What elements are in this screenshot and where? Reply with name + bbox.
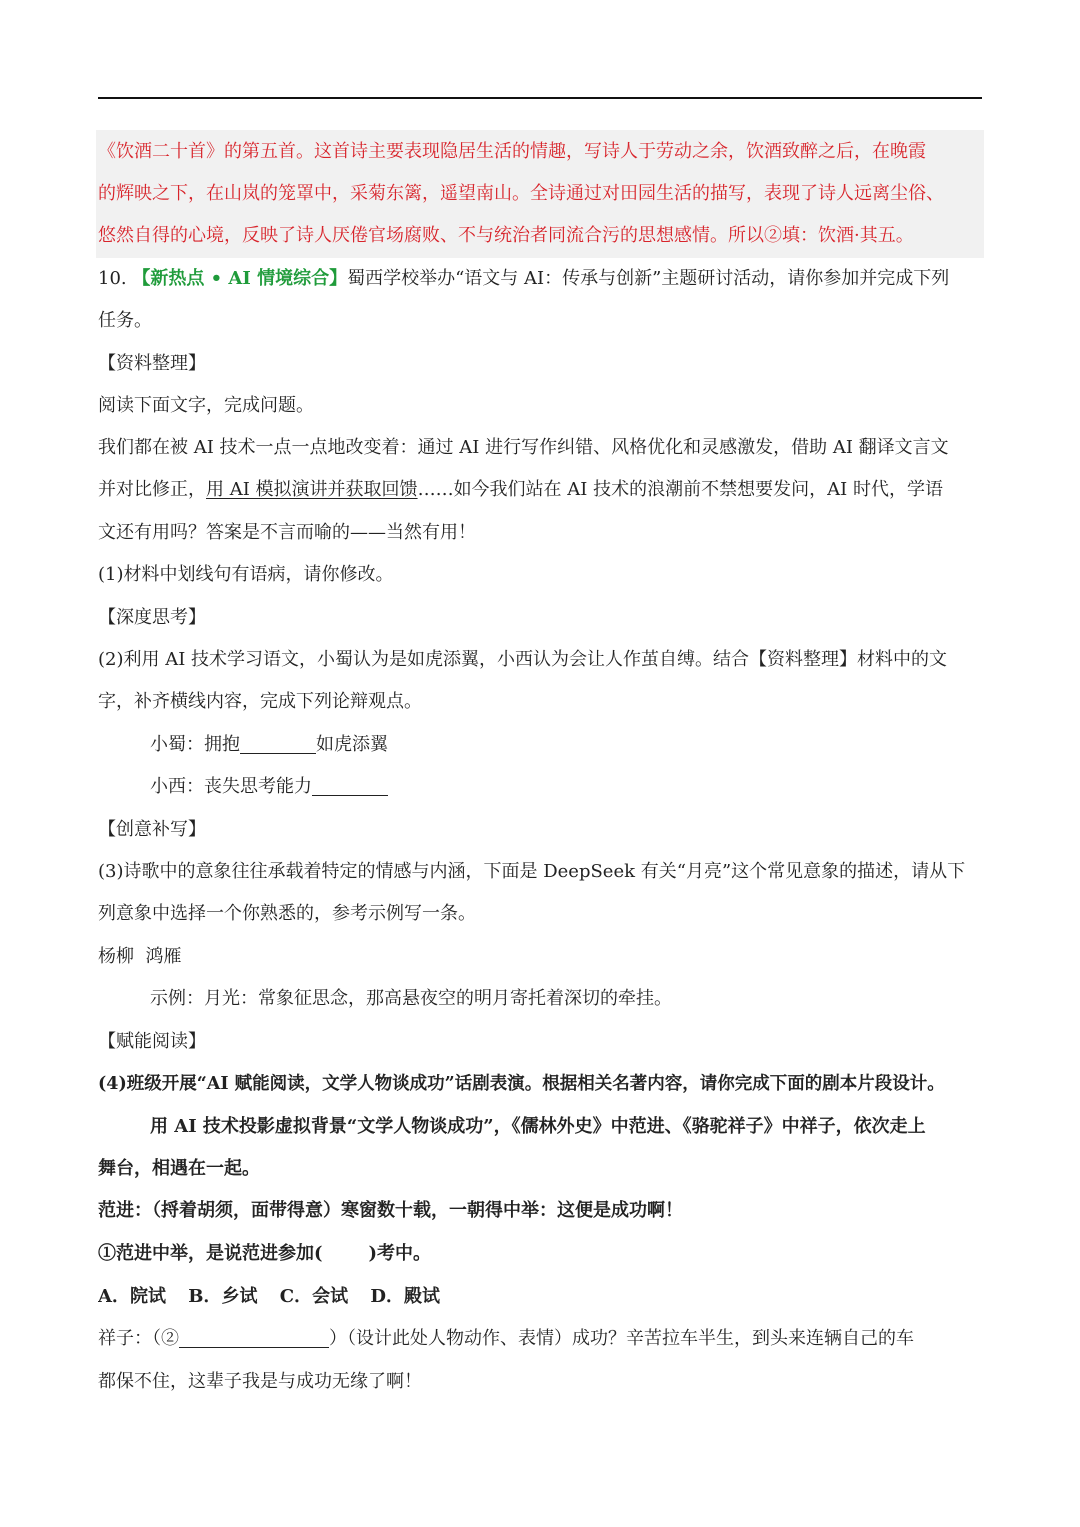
question-intro-text: 蜀西学校举办“语文与 AI：传承与创新”主题研讨活动，请你参加并完成下列: [347, 268, 950, 289]
option-d[interactable]: D．殿试: [370, 1286, 440, 1307]
fanjin-dialogue: 范进：（捋着胡须，面带得意）寒窗数十载，一朝得中举：这便是成功啊！: [98, 1200, 683, 1221]
choice-options: [98, 1276, 982, 1318]
underlined-sentence: 用 AI 模拟演讲并获取回馈: [206, 479, 418, 500]
answer-line-2: 的辉映之下，在山岚的笼罩中，采菊东篱，遥望南山。全诗通过对田园生活的描写，表现了诗人远离尘俗、: [98, 183, 944, 204]
question-number: 10.: [98, 268, 127, 289]
sub-question-3-line-1: (3)诗歌中的意象往往承载着特定的情感与内涵，下面是 DeepSeek 有关“月亮”这个常见意象的描述，请从下: [98, 861, 966, 882]
header-rule: [98, 97, 982, 99]
imagery-example: 示例：月光：常象征思念，那高悬夜空的明月寄托着深切的牵挂。: [150, 988, 672, 1009]
answer-line-3: 悠然自得的心境，反映了诗人厌倦官场腐败、不与统治者同流合污的思想感情。所以②填：饮酒·其五。: [98, 225, 914, 246]
option-b[interactable]: B．乡试: [188, 1286, 258, 1307]
sub-question-4-1-text: )考中。: [368, 1243, 432, 1264]
imagery-options: 杨柳 鸿雁: [98, 946, 182, 967]
option-c[interactable]: C．会试: [279, 1286, 349, 1307]
material-line-3: 文还有用吗？答案是不言而喻的——当然有用！: [98, 522, 476, 543]
xiaoshu-text: 如虎添翼: [316, 734, 388, 755]
material-line-1: 我们都在被 AI 技术一点一点地改变着：通过 AI 进行写作纠错、风格优化和灵感激发，借助 AI 翻译文言文: [98, 437, 949, 458]
answer-line-1: 《饮酒二十首》的第五首。这首诗主要表现隐居生活的情趣，写诗人于劳动之余，饮酒致醉之后，在晚霞: [98, 141, 926, 162]
xiangzi-dialogue: [98, 1318, 982, 1360]
xiaoxi-label: 小西：丧失思考能力: [150, 776, 312, 797]
material-line-2: [98, 469, 982, 511]
sub-question-4-title: (4)班级开展“AI 赋能阅读，文学人物谈成功”话剧表演。根据相关名著内容，请你完成下面的剧本片段设计。: [98, 1074, 945, 1094]
material-text: ……如今我们站在 AI 技术的浪潮前不禁想要发问，AI 时代，学语: [417, 479, 943, 500]
option-a[interactable]: A．院试: [98, 1286, 166, 1307]
sub-question-2-line-1: (2)利用 AI 技术学习语文，小蜀认为是如虎添翼，小西认为会让人作茧自缚。结合【资料整理】材料中的文: [98, 649, 948, 670]
xiaoxi-viewpoint: [150, 766, 982, 808]
sub-question-2-line-2: 字，补齐横线内容，完成下列论辩观点。: [98, 691, 422, 712]
xiaoshu-viewpoint: [150, 724, 982, 766]
answer-blank[interactable]: [240, 731, 316, 754]
sub-question-1: (1)材料中划线句有语病，请你修改。: [98, 564, 394, 585]
section-title-creative: 【创意补写】: [98, 819, 206, 840]
materials-prompt: 阅读下面文字，完成问题。: [98, 395, 314, 416]
stage-direction-line-2: 舞台，相遇在一起。: [98, 1158, 260, 1179]
section-title-empowered-reading: 【赋能阅读】: [98, 1031, 206, 1052]
section-title-materials: 【资料整理】: [98, 353, 206, 374]
section-title-deep-thinking: 【深度思考】: [98, 607, 206, 628]
sub-question-3-line-2: 列意象中选择一个你熟悉的，参考示例写一条。: [98, 903, 476, 924]
stage-direction-line-1: 用 AI 技术投影虚拟背景“文学人物谈成功”，《儒林外史》中范进、《骆驼祥子》中祥子，依次走上: [150, 1116, 926, 1137]
answer-blank[interactable]: [312, 773, 388, 796]
xiangzi-dialogue-cont: 都保不住，这辈子我是与成功无缘了啊！: [98, 1371, 422, 1392]
xiangzi-text: ）（设计此处人物动作、表情）成功？辛苦拉车半生，到头来连辆自己的车: [329, 1328, 914, 1349]
sub-question-4-1: [98, 1233, 982, 1275]
hot-topic-tag: 【新热点 • AI 情境综合】: [132, 268, 348, 289]
question-10-intro: [98, 258, 982, 300]
xiangzi-label: 祥子：（②: [98, 1328, 179, 1349]
question-intro-cont: 任务。: [98, 310, 152, 331]
sub-question-4-1-text: ①范进中举，是说范进参加(: [98, 1243, 323, 1264]
material-text: 并对比修正，: [98, 479, 206, 500]
answer-blank[interactable]: [179, 1325, 329, 1348]
xiaoshu-label: 小蜀：拥抱: [150, 734, 240, 755]
